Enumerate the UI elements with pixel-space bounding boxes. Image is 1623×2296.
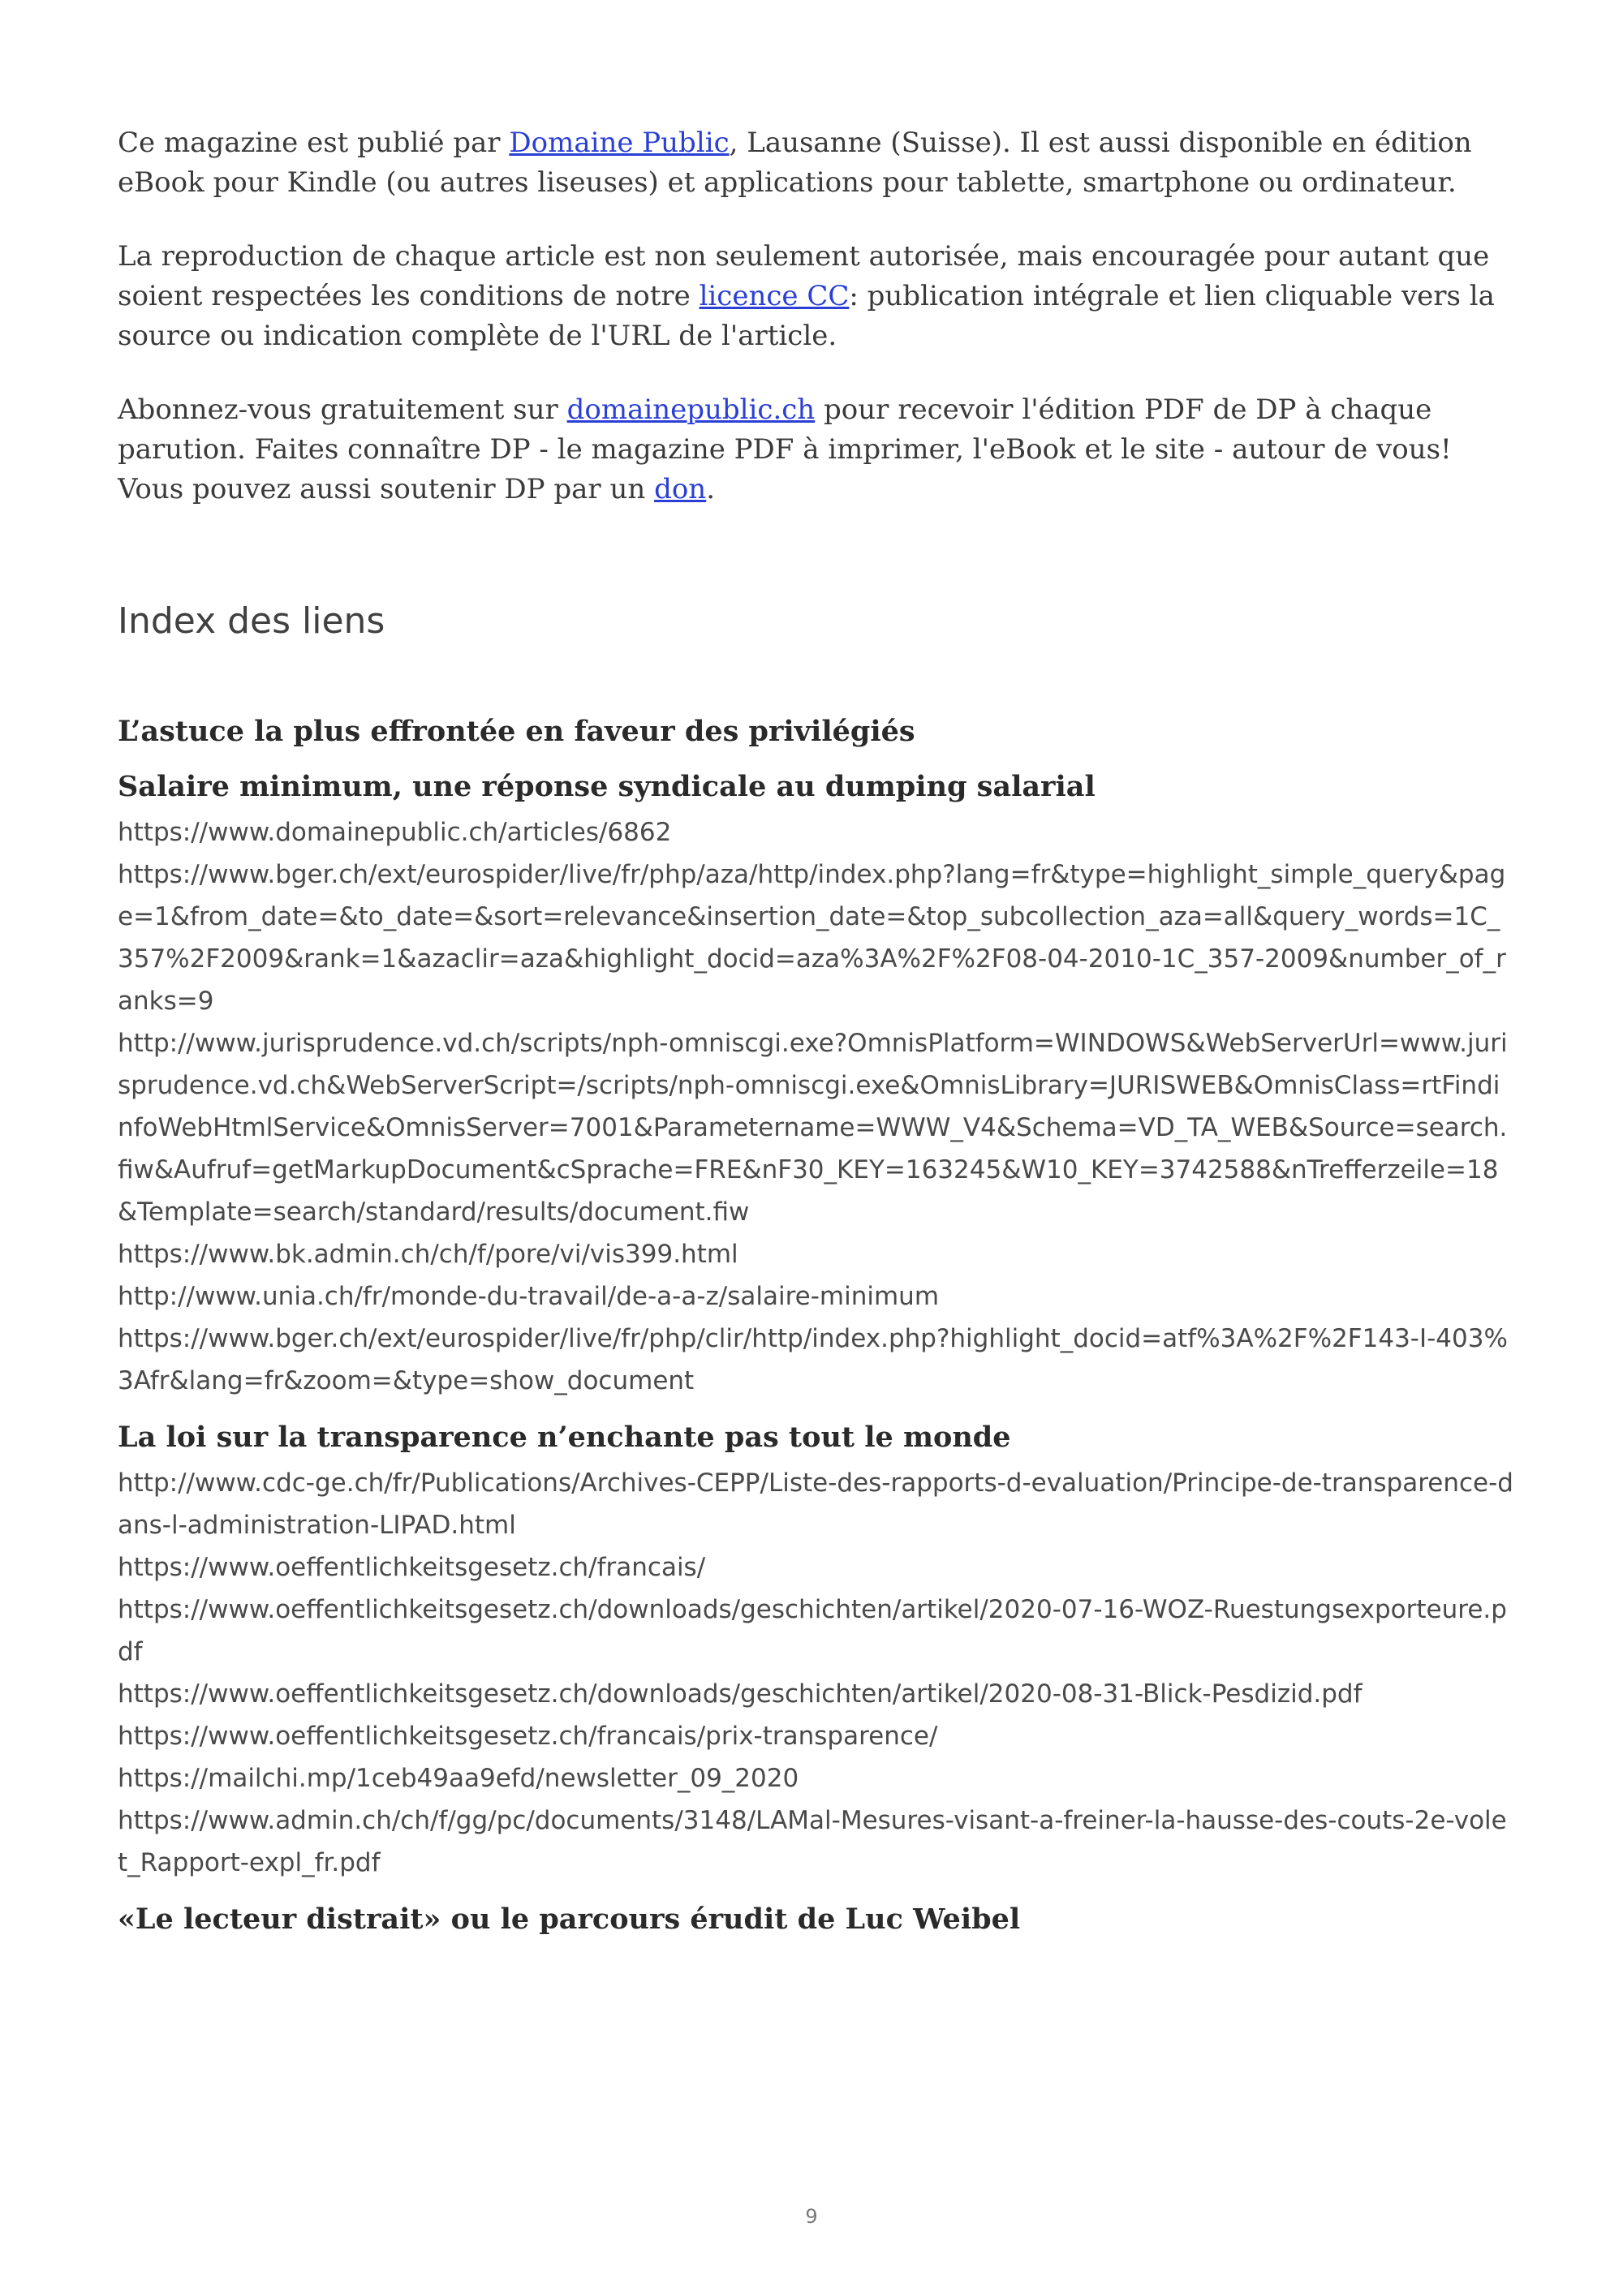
link-url[interactable]: https://www.admin.ch/ch/f/gg/pc/documents/3148/LAMal-Mesures-visant-a-freiner-la-hausse-des-couts-2e-volet_Rapport-expl_fr.pdf [118,1806,1507,1877]
article-title: La loi sur la transparence n’enchante pas tout le monde [118,1421,1011,1454]
link-url[interactable]: https://www.oeffentlichkeitsgesetz.ch/downloads/geschichten/artikel/2020-07-16-WOZ-Ruestungsexporteure.pdf [118,1595,1507,1666]
link-list [118,811,1513,1402]
link-url[interactable]: https://www.domainepublic.ch/articles/6862 [118,818,672,847]
text-span: Abonnez-vous gratuitement sur [118,393,567,426]
link-url[interactable]: https://www.oeffentlichkeitsgesetz.ch/francais/ [118,1553,706,1582]
link-url[interactable]: http://www.jurisprudence.vd.ch/scripts/nph-omniscgi.exe?OmnisPlatform=WINDOWS&WebServerUrl=www.jurisprudence.vd.ch&WebServerScript=/scripts/nph-omniscgi.exe&OmnisLibrary=JURISWEB&OmnisClass=rtFindinfoWebHtmlService&OmnisServer=7001&Parametername=WWW_V4&Schema=VD_TA_WEB&Source=search.fiw&Aufruf=getMarkupDocument&cSprache=FRE&nF30_KEY=163245&W10_KEY=3742588&nTrefferzeile=18&Template=search/standard/results/document.fiw [118,1029,1508,1227]
intro-paragraph-license [118,237,1513,356]
article-section [118,767,1513,1402]
link-url[interactable]: https://mailchi.mp/1ceb49aa9efd/newsletter_09_2020 [118,1764,799,1793]
text-span: La reproduction de chaque article est non seulement autorisée, mais encouragée pour autant que soient respectées les conditions de notre [118,240,1490,312]
link-url[interactable]: https://www.bger.ch/ext/eurospider/live/fr/php/clir/http/index.php?highlight_docid=atf%3A%2F%2F143-I-403%3Afr&lang=fr&zoom=&type=show_document [118,1324,1508,1395]
index-title: Index des liens [118,600,385,642]
article-title: «Le lecteur distrait» ou le parcours érudit de Luc Weibel [118,1903,1021,1936]
link-url[interactable]: https://www.bk.admin.ch/ch/f/pore/vi/vis399.html [118,1240,738,1269]
text-span: pour recevoir l'édition PDF de DP à chaque parution. Faites connaître DP - le magazine PDF à imprimer, l'eBook et le site - autour de vous! Vous pouvez aussi soutenir DP par un [118,393,1452,505]
article-section [118,712,1513,751]
text-span: . [706,473,716,505]
domainepublic-link[interactable]: domainepublic.ch [566,393,816,426]
text-span: : publication intégrale et lien cliquable vers la source ou indication complète de l'URL de l'article. [118,280,1495,352]
article-section [118,1418,1513,1884]
link-url[interactable]: http://www.unia.ch/fr/monde-du-travail/de-a-a-z/salaire-minimum [118,1282,940,1311]
page-number: 9 [805,2205,818,2228]
text-span: , Lausanne (Suisse). Il est aussi disponible en édition eBook pour Kindle (ou autres liseuses) et applications pour tablette, smartphone ou ordinateur. [118,127,1472,199]
link-url[interactable]: https://www.oeffentlichkeitsgesetz.ch/francais/prix-transparence/ [118,1722,938,1751]
link-url[interactable]: http://www.cdc-ge.ch/fr/Publications/Archives-CEPP/Liste-des-rapports-d-evaluation/Principe-de-transparence-dans-l-administration-LIPAD.html [118,1468,1513,1540]
intro-paragraph-subscribe [118,390,1513,510]
article-title: Salaire minimum, une réponse syndicale au dumping salarial [118,770,1096,803]
document-page [118,123,1513,1955]
article-title: L’astuce la plus effrontée en faveur des privilégiés [118,715,915,748]
link-list [118,1462,1513,1884]
intro-paragraph-publisher [118,123,1513,203]
link-url[interactable]: https://www.bger.ch/ext/eurospider/live/fr/php/aza/http/index.php?lang=fr&type=highlight_simple_query&page=1&from_date=&to_date=&sort=relevance&insertion_date=&top_subcollection_aza=all&query_words=1C_357%2F2009&rank=1&azaclir=aza&highlight_docid=aza%3A%2F%2F08-04-2010-1C_357-2009&number_of_ranks=9 [118,860,1506,1016]
domaine-public-link[interactable]: Domaine Public [509,127,730,159]
text-span: Ce magazine est publié par [118,127,510,159]
article-section [118,1900,1513,1939]
licence-cc-link[interactable]: licence CC [699,280,850,312]
don-link[interactable]: don [654,473,707,505]
link-url[interactable]: https://www.oeffentlichkeitsgesetz.ch/downloads/geschichten/artikel/2020-08-31-Blick-Pesdizid.pdf [118,1679,1363,1709]
link-index [118,712,1513,1939]
